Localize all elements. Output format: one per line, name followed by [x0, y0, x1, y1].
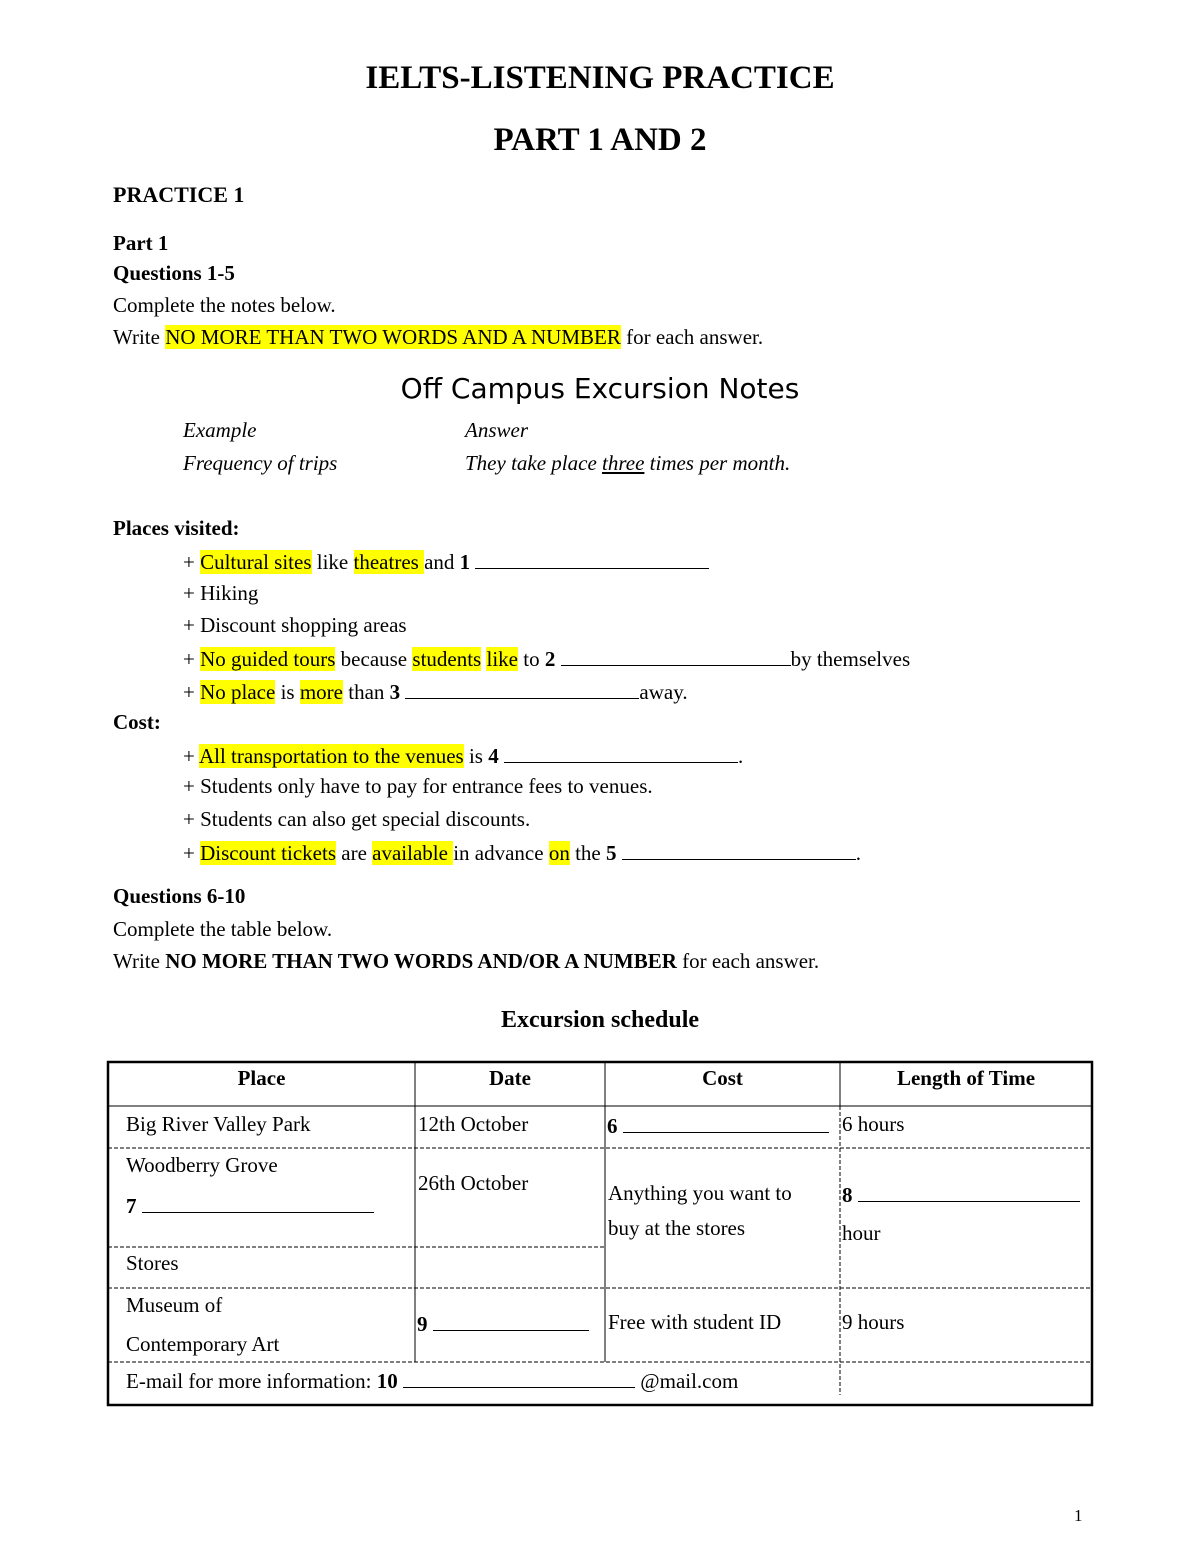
document-subtitle: PART 1 AND 2: [493, 122, 707, 158]
answer-blank-8[interactable]: [858, 1183, 1080, 1202]
highlight-text: on: [548, 841, 570, 865]
cell-cost-row1: [607, 1114, 829, 1137]
highlight-text: available: [372, 841, 454, 865]
question-number-2: 2: [544, 647, 556, 671]
note-item-fees: + Students only have to pay for entrance fees to venues.: [183, 774, 653, 798]
cell-time-row1: 6 hours: [842, 1112, 905, 1136]
question-number-9: 9: [417, 1312, 428, 1336]
cell-cost-row2-line2: buy at the stores: [608, 1216, 746, 1240]
note-text: to: [517, 647, 545, 671]
note-text: by themselves: [790, 647, 911, 671]
frequency-suffix: times per month.: [644, 451, 791, 475]
question-number-7: 7: [126, 1194, 137, 1218]
plus-sign: +: [183, 841, 201, 865]
instruction-prefix: Write: [113, 949, 166, 973]
cell-place-museum-line1: Museum of: [126, 1293, 223, 1317]
instruction-word-limit-bold: NO MORE THAN TWO WORDS AND/OR A NUMBER: [165, 949, 677, 973]
column-header-cost: Cost: [702, 1066, 743, 1090]
answer-blank-7[interactable]: [142, 1194, 374, 1213]
cell-place-museum-line2: Contemporary Art: [126, 1332, 280, 1356]
cell-cost-row4: Free with student ID: [608, 1310, 782, 1334]
instruction-prefix: Write: [113, 325, 166, 349]
note-text: than: [342, 680, 390, 704]
plus-sign: +: [183, 680, 201, 704]
plus-sign: +: [183, 550, 201, 574]
note-text: is: [275, 680, 300, 704]
instruction-suffix: for each answer.: [620, 325, 764, 349]
question-number-4: 4: [488, 744, 499, 768]
note-text: in advance: [453, 841, 549, 865]
note-item-shopping: + Discount shopping areas: [183, 613, 407, 637]
email-label: E-mail for more information:: [126, 1369, 377, 1393]
answer-blank-10[interactable]: [403, 1369, 635, 1388]
cell-place-woodberry: Woodberry Grove: [126, 1153, 278, 1177]
cell-email-row: [126, 1369, 738, 1392]
cell-place-big-river: Big River Valley Park: [126, 1112, 311, 1136]
note-text: are: [336, 841, 373, 865]
cell-time-q8: [842, 1183, 1080, 1206]
cell-time-row4: 9 hours: [842, 1310, 905, 1334]
highlight-text: All transportation to the venues: [198, 744, 464, 768]
highlight-text: like: [486, 647, 518, 671]
instruction-suffix: for each answer.: [676, 949, 820, 973]
column-header-date: Date: [489, 1066, 531, 1090]
cost-label: Cost:: [113, 710, 161, 734]
questions-1-5-label: Questions 1-5: [113, 261, 235, 285]
questions-6-10-label: Questions 6-10: [113, 884, 246, 908]
cell-date-row2: 26th October: [418, 1171, 529, 1195]
note-text: .: [855, 841, 861, 865]
note-text: is: [463, 744, 489, 768]
answer-blank-6[interactable]: [623, 1114, 829, 1133]
document-title: IELTS-LISTENING PRACTICE: [365, 60, 835, 96]
plus-sign: +: [183, 647, 201, 671]
note-text: .: [737, 744, 744, 768]
note-item-hiking: + Hiking: [183, 581, 259, 605]
column-header-place: Place: [237, 1066, 286, 1090]
schedule-title: Excursion schedule: [500, 1007, 700, 1033]
part-label: Part 1: [113, 231, 169, 255]
note-text: like: [311, 550, 354, 574]
note-text: because: [335, 647, 413, 671]
question-number-1: 1: [459, 550, 471, 574]
instruction-word-limit-highlight: NO MORE THAN TWO WORDS AND A NUMBER: [165, 325, 621, 349]
places-visited-label: Places visited:: [113, 516, 240, 540]
frequency-label: Frequency of trips: [183, 451, 338, 475]
note-item-discounts: + Students can also get special discounts.: [183, 807, 531, 831]
highlight-text: Cultural sites: [200, 550, 312, 574]
note-text: and: [424, 550, 460, 574]
highlight-text: No guided tours: [200, 647, 336, 671]
answer-label: Answer: [465, 418, 528, 442]
highlight-text: students: [412, 647, 482, 671]
highlight-text: Discount tickets: [200, 841, 336, 865]
highlight-text: more: [299, 680, 343, 704]
cell-time-row2-unit: hour: [842, 1221, 881, 1245]
plus-sign: +: [183, 744, 199, 768]
question-number-10: 10: [376, 1369, 398, 1393]
highlight-text: theatres: [353, 550, 425, 574]
question-number-3: 3: [389, 680, 401, 704]
highlight-text: No place: [200, 680, 276, 704]
email-domain: @mail.com: [635, 1369, 739, 1393]
cell-date-row1: 12th October: [418, 1112, 529, 1136]
question-number-6: 6: [607, 1114, 618, 1138]
cell-date-q9: [417, 1312, 589, 1335]
frequency-prefix: They take place: [465, 451, 603, 475]
answer-blank-9[interactable]: [433, 1312, 589, 1331]
cell-place-q7: [126, 1194, 374, 1217]
question-number-8: 8: [842, 1183, 853, 1207]
cell-cost-row2-line1: Anything you want to: [608, 1181, 792, 1205]
instruction-complete-table: Complete the table below.: [113, 917, 333, 941]
question-number-5: 5: [605, 841, 617, 865]
note-text: the: [569, 841, 606, 865]
frequency-example-word: three: [602, 451, 645, 475]
notes-heading: Off Campus Excursion Notes: [400, 372, 800, 405]
page-number: 1: [1074, 1506, 1083, 1525]
example-label: Example: [183, 418, 257, 442]
note-text: away.: [639, 680, 688, 704]
column-header-length: Length of Time: [896, 1066, 1036, 1090]
practice-heading: PRACTICE 1: [113, 182, 245, 207]
instruction-complete-notes: Complete the notes below.: [113, 293, 336, 317]
cell-place-stores: Stores: [126, 1251, 179, 1275]
